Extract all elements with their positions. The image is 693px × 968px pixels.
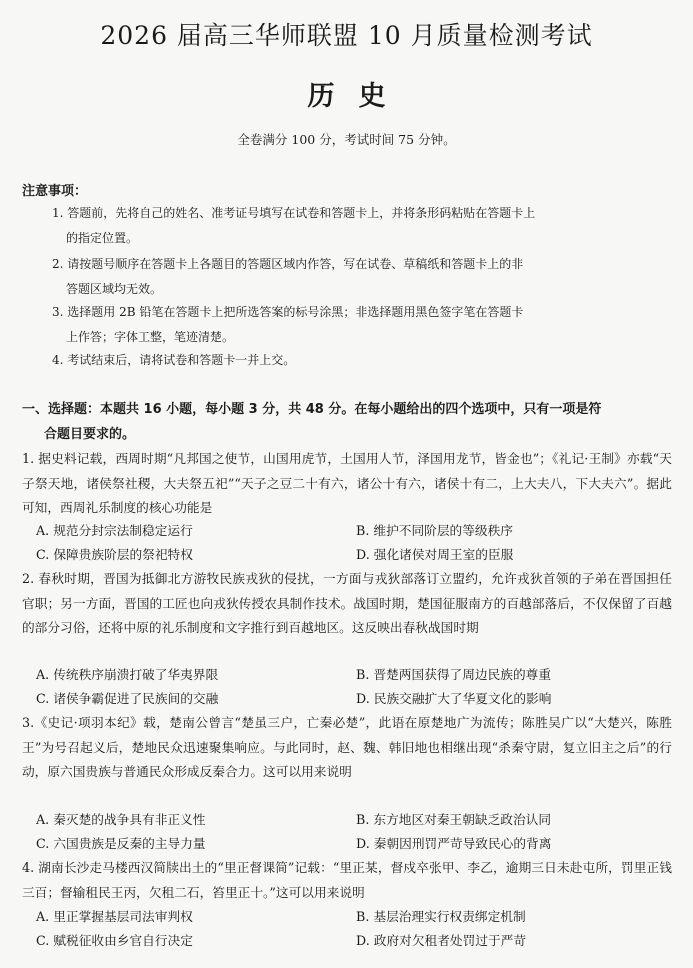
option-d: D. 政府对欠租者处罚过于严苛 [356,933,527,948]
notice-line: 上作答；字体工整，笔迹清楚。 [66,330,235,344]
option-d: D. 民族交融扩大了华夏文化的影响 [356,691,552,706]
notice-item-4 [52,348,668,373]
question-3-stem: 3.《史记·项羽本纪》载，楚南公曾言“楚虽三户，亡秦必楚”，此语在原楚地广为流传；陈胜吴广以“大楚兴，陈胜王”为号召起义后，楚地民众迅速聚集响应。与此同时，赵、魏、韩旧地也相继出现“杀秦守尉，复立旧主之后”的行动，原六国贵族与普通民众形成反秦合力。这可以用来说明 [22,715,672,779]
section-line: 合题目要求的。 [44,427,136,442]
notice-heading: 注意事项： [22,184,88,199]
question-1-stem: 1. 据史料记载，西周时期“凡邦国之使节，山国用虎节，土国用人节，泽国用龙节，皆金也”；《礼记·王制》亦载“天子祭天地，诸侯祭社稷，大夫祭五祀”“天子之豆二十有六，诸公十有六，诸侯十有二，上大夫八，下大夫六”。据此可知，西周礼乐制度的核心功能是 [22,451,672,515]
question-4-options [36,905,676,953]
question-1-options [36,519,676,567]
option-c: C. 保障贵族阶层的祭祀特权 [36,547,193,562]
notice-line: 3. 选择题用 2B 铅笔在答题卡上把所选答案的标号涂黑；非选择题用黑色签字笔在答题卡 [52,305,524,319]
option-d: D. 秦朝因刑罚严苛导致民心的背离 [356,836,552,851]
question-4-stem: 4. 湖南长沙走马楼西汉简牍出土的“里正督课简”记载：“里正某，督戍卒张甲、李乙，逾期三日未赴屯所，罚里正钱三百；督输租民王丙，欠租二石，笞里正十。”这可以用来说明 [22,860,672,900]
exam-meta: 全卷满分 100 分，考试时间 75 分钟。 [237,132,456,147]
option-b: B. 晋楚两国获得了周边民族的尊重 [356,667,552,682]
option-a: A. 里正掌握基层司法审判权 [36,909,193,924]
option-a: A. 传统秩序崩溃打破了华夷界限 [36,667,219,682]
subject-title: 历史 [307,81,410,112]
notice-line: 的指定位置。 [66,231,139,245]
question-2-stem: 2. 春秋时期，晋国为抵御北方游牧民族戎狄的侵扰，一方面与戎狄部落订立盟约，允许戎狄首领的子弟在晋国担任官职；另一方面，晋国的工匠也向戎狄传授农具制作技术。战国时期，楚国征服南方的百越部落后，不仅保留了百越的部分习俗，还将中原的礼乐制度和文字推行到百越地区。这反映出春秋战国时期 [22,571,672,635]
option-d: D. 强化诸侯对周王室的臣服 [356,547,514,562]
option-b: B. 基层治理实行权责绑定机制 [356,909,526,924]
option-c: C. 诸侯争霸促进了民族间的交融 [36,691,219,706]
option-a: A. 秦灭楚的战争具有非正义性 [36,812,206,827]
notice-line: 2. 请按题号顺序在答题卡上各题目的答题区域内作答，写在试卷、草稿纸和答题卡上的非 [52,257,524,271]
notice-line: 4. 考试结束后，请将试卷和答题卡一并上交。 [52,353,296,367]
notice-item-3 [52,300,668,350]
option-b: B. 维护不同阶层的等级秩序 [356,523,513,538]
option-c: C. 赋税征收由乡官自行决定 [36,933,193,948]
notice-item-1 [52,201,668,251]
section-heading [22,397,672,447]
option-a: A. 规范分封宗法制稳定运行 [36,523,193,538]
option-b: B. 东方地区对秦王朝缺乏政治认同 [356,812,552,827]
option-c: C. 六国贵族是反秦的主导力量 [36,836,206,851]
section-line: 一、选择题：本题共 16 小题，每小题 3 分，共 48 分。在每小题给出的四个选项中，只有一项是符 [22,402,602,417]
question-3-options [36,808,676,856]
notice-line: 1. 答题前，先将自己的姓名、准考证号填写在试卷和答题卡上，并将条形码粘贴在答题卡上 [52,206,536,220]
notice-line: 答题区域均无效。 [66,282,163,296]
exam-title: 2026 届高三华师联盟 10 月质量检测考试 [100,21,593,50]
notice-item-2 [52,252,668,302]
question-2-options [36,663,676,711]
